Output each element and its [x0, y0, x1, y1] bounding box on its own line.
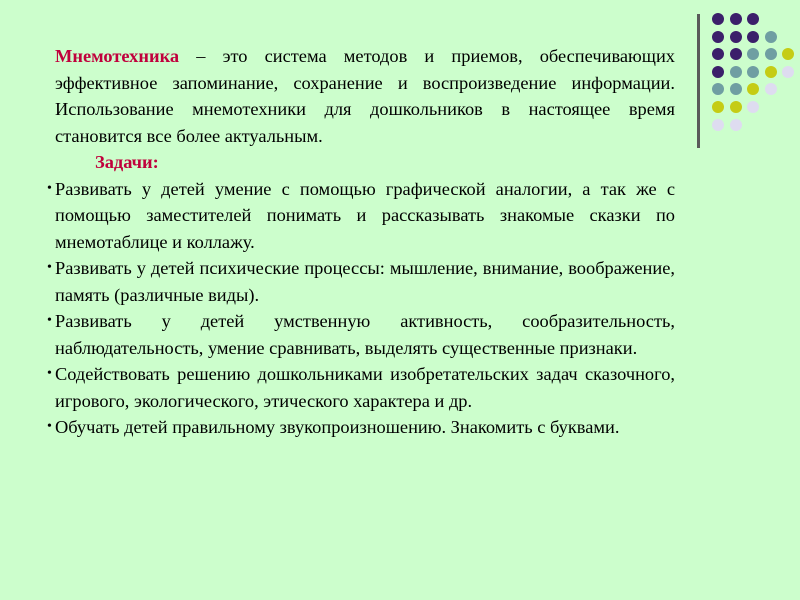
decorative-dot	[712, 13, 724, 25]
intro-text: – это система методов и приемов, обеспечивающих эффективное запоминание, сохранение и воспроизведение информации. Использование мнемотехники для дошкольников в настоящее время становится все более актуальным.	[55, 46, 675, 146]
task-list	[47, 176, 675, 441]
decorative-dot	[747, 66, 759, 78]
bullet-icon: •	[47, 366, 52, 381]
tasks-heading: Задачи:	[95, 152, 159, 172]
decorative-dot	[730, 48, 742, 60]
decorative-dot	[712, 83, 724, 95]
decorative-dot	[765, 66, 777, 78]
task-item	[47, 414, 675, 441]
task-text: Развивать у детей умственную активность, сообразительность, наблюдательность, умение сравнивать, выделять существенные признаки.	[55, 311, 675, 358]
bullet-icon: •	[47, 260, 52, 275]
decorative-dot	[765, 48, 777, 60]
decorative-dot	[765, 83, 777, 95]
decorative-dot	[730, 31, 742, 43]
bullet-icon: •	[47, 313, 52, 328]
decorative-dot	[782, 66, 794, 78]
task-item	[47, 176, 675, 256]
decorative-dot	[712, 101, 724, 113]
decorative-dot	[747, 101, 759, 113]
intro-paragraph	[55, 43, 675, 149]
bullet-icon: •	[47, 180, 52, 196]
decorative-dot	[730, 13, 742, 25]
task-item	[47, 308, 675, 361]
decorative-dot	[730, 83, 742, 95]
term-mnemotechnics: Мнемотехника	[55, 46, 180, 66]
task-text: Развивать у детей умение с помощью графической аналогии, а так же с помощью заместителей понимать и рассказывать знакомые сказки по мнемотаблице и коллажу.	[55, 178, 675, 252]
decorative-dot	[712, 48, 724, 60]
decorative-dot	[730, 119, 742, 131]
decorative-dot	[730, 66, 742, 78]
decorative-dot	[712, 119, 724, 131]
decorative-dot	[765, 31, 777, 43]
decorative-dot	[747, 83, 759, 95]
task-item	[47, 255, 675, 308]
task-text: Содействовать решению дошкольниками изобретательских задач сказочного, игрового, экологического, этического характера и др.	[55, 364, 675, 411]
task-text: Развивать у детей психические процессы: мышление, внимание, воображение, память (различные виды).	[55, 258, 675, 305]
decorative-dot	[730, 101, 742, 113]
slide-content	[47, 43, 675, 441]
decorative-dot	[747, 48, 759, 60]
decorative-dot	[747, 13, 759, 25]
task-text: Обучать детей правильному звукопроизношению. Знакомить с буквами.	[55, 417, 620, 437]
decorative-dot	[712, 66, 724, 78]
bullet-icon: •	[47, 419, 52, 434]
task-item	[47, 361, 675, 414]
decorative-dot	[747, 31, 759, 43]
vertical-divider	[697, 14, 700, 148]
decorative-dot	[712, 31, 724, 43]
decorative-dot	[782, 48, 794, 60]
